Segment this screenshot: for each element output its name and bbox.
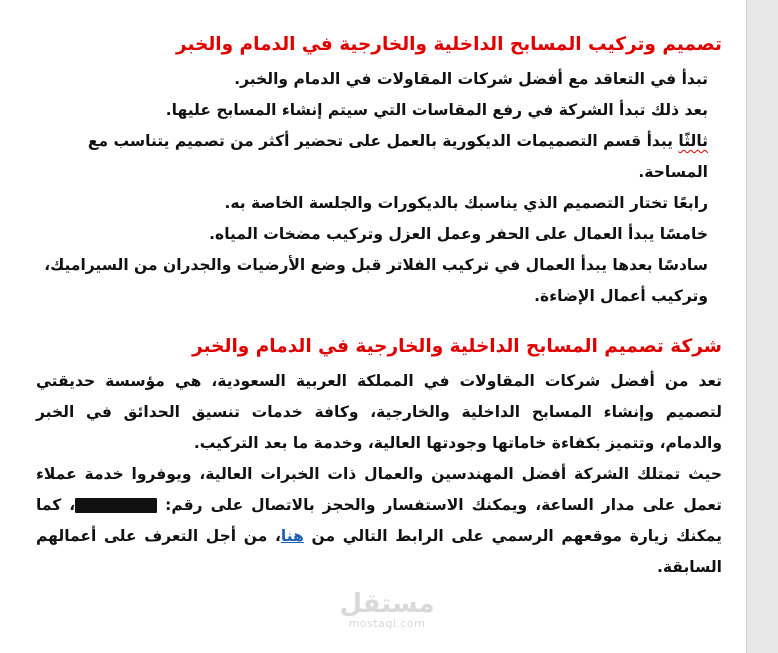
section-gap	[36, 312, 722, 332]
watermark-arabic: مستقل	[339, 589, 435, 619]
step-line-1: تبدأ في التعاقد مع أفضل شركات المقاولات في الدمام والخبر.	[234, 70, 708, 88]
company-paragraph-2	[36, 459, 722, 583]
document-content	[36, 30, 722, 583]
step-line-2: بعد ذلك تبدأ الشركة في رفع المقاسات التي سيتم إنشاء المسابح عليها.	[165, 101, 708, 119]
watermark-latin: mostaql.com	[348, 617, 426, 630]
step-line-3	[36, 126, 722, 188]
redacted-phone-number	[75, 498, 157, 513]
spellcheck-word: ثالثًا	[678, 132, 708, 150]
step-line-5: خامسًا يبدأ العمال على الحفر وعمل العزل وتركيب مضخات المياه.	[209, 225, 708, 243]
website-link[interactable]: هنا	[280, 527, 304, 545]
para2-end: ، من أجل التعرف على أعمالهم السابقة.	[36, 527, 722, 576]
page-gutter	[746, 0, 778, 653]
step-line-6: سادسًا بعدها يبدأ العمال في تركيب الفلاتر قبل وضع الأرضيات والجدران من السيراميك، وتركيب أعمال الإضاءة.	[44, 256, 708, 305]
section1-heading: تصميم وتركيب المسابح الداخلية والخارجية في الدمام والخبر	[175, 34, 722, 55]
para2-mid: ، كما يمكنك زيارة موقعهم الرسمي على الرابط التالي من	[36, 496, 722, 545]
para2-start: حيث تمتلك الشركة أفضل المهندسين والعمال ذات الخبرات العالية، ويوفروا خدمة عملاء تعمل على مدار الساعة، ويمكنك الاستفسار والحجز بالاتصال على رقم:	[36, 465, 722, 514]
company-paragraph-1: تعد من أفضل شركات المقاولات في المملكة العربية السعودية، هي مؤسسة حديقتي لتصميم وإنشاء المسابح الداخلية والخارجية، وكافة خدمات تنسيق الحدائق في الخبر والدمام، وتتميز بكفاءة خاماتها وجودتها العالية، وخدمة ما بعد التركيب.	[36, 372, 722, 452]
mostaql-watermark	[332, 590, 442, 630]
step-line-4: رابعًا تختار التصميم الذي يناسبك بالديكورات والجلسة الخاصة به.	[224, 194, 708, 212]
step-line-3-text: يبدأ قسم التصميمات الديكورية بالعمل على تحضير أكثر من تصميم يتناسب مع المساحة.	[87, 132, 708, 181]
section2-heading: شركة تصميم المسابح الداخلية والخارجية في الدمام والخبر	[192, 336, 722, 357]
